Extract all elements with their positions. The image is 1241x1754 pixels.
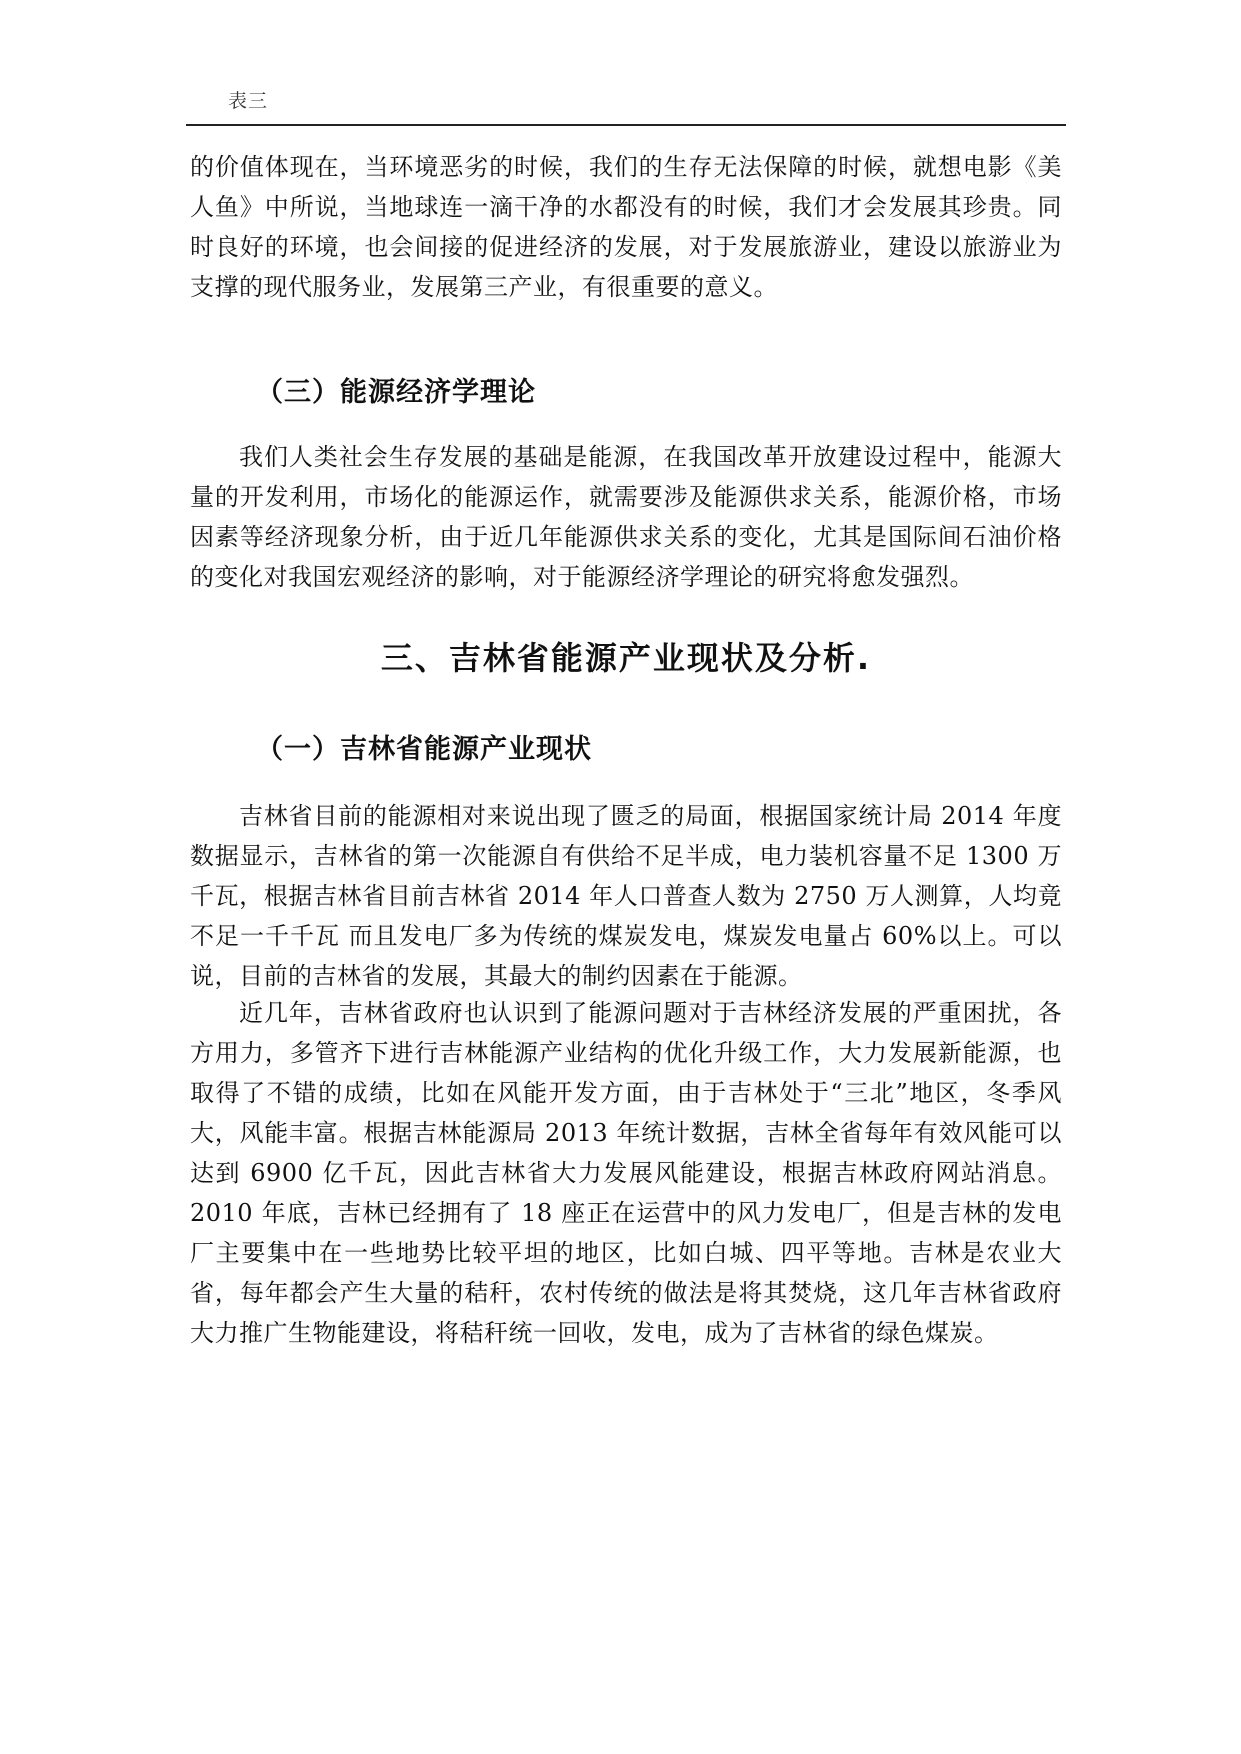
subheading-energy-economics: （三）能源经济学理论 [256,377,536,408]
paragraph-jilin-new-energy: 近几年，吉林省政府也认识到了能源问题对于吉林经济发展的严重困扰，各方用力，多管齐下进行吉林能源产业结构的优化升级工作，大力发展新能源，也取得了不错的成绩，比如在风能开发方面，由于吉林处于“三北”地区，冬季风大，风能丰富。根据吉林能源局 2013 年统计数据，吉林全省每年有效风能可以达到 6900 亿千瓦，因此吉林省大力发展风能建设，根据吉林政府网站消息。2010 年底，吉林已经拥有了 18 座正在运营中的风力发电厂，但是吉林的发电厂主要集中在一些地势比较平坦的地区，比如白城、四平等地。吉林是农业大省，每年都会产生大量的秸秆，农村传统的做法是将其焚烧，这几年吉林省政府大力推广生物能建设，将秸秆统一回收，发电，成为了吉林省的绿色煤炭。 [190,999,1062,1347]
paragraph-jilin-energy-shortage: 吉林省目前的能源相对来说出现了匮乏的局面，根据国家统计局 2014 年度数据显示，吉林省的第一次能源自有供给不足半成，电力装机容量不足 1300 万千瓦，根据吉林省目前吉林省 2014 年人口普查人数为 2750 万人测算，人均竟不足一千千瓦 而且发电厂多为传统的煤炭发电，煤炭发电量占 60%以上。可以说，目前的吉林省的发展，其最大的制约因素在于能源。 [190,802,1062,990]
section-heading-jilin-energy: 三、吉林省能源产业现状及分析. [380,639,872,677]
page-header [186,84,1066,126]
subheading-jilin-status: （一）吉林省能源产业现状 [256,734,592,765]
paragraph-environment-value: 的价值体现在，当环境恶劣的时候，我们的生存无法保障的时候，就想电影《美人鱼》中所说，当地球连一滴干净的水都没有的时候，我们才会发展其珍贵。同时良好的环境，也会间接的促进经济的发展，对于发展旅游业，建设以旅游业为支撑的现代服务业，发展第三产业，有很重要的意义。 [190,153,1062,301]
paragraph-energy-economics: 我们人类社会生存发展的基础是能源，在我国改革开放建设过程中，能源大量的开发利用，市场化的能源运作，就需要涉及能源供求关系，能源价格，市场因素等经济现象分析，由于近几年能源供求关系的变化，尤其是国际间石油价格的变化对我国宏观经济的影响，对于能源经济学理论的研究将愈发强烈。 [190,443,1062,591]
header-label: 表三 [228,90,269,112]
